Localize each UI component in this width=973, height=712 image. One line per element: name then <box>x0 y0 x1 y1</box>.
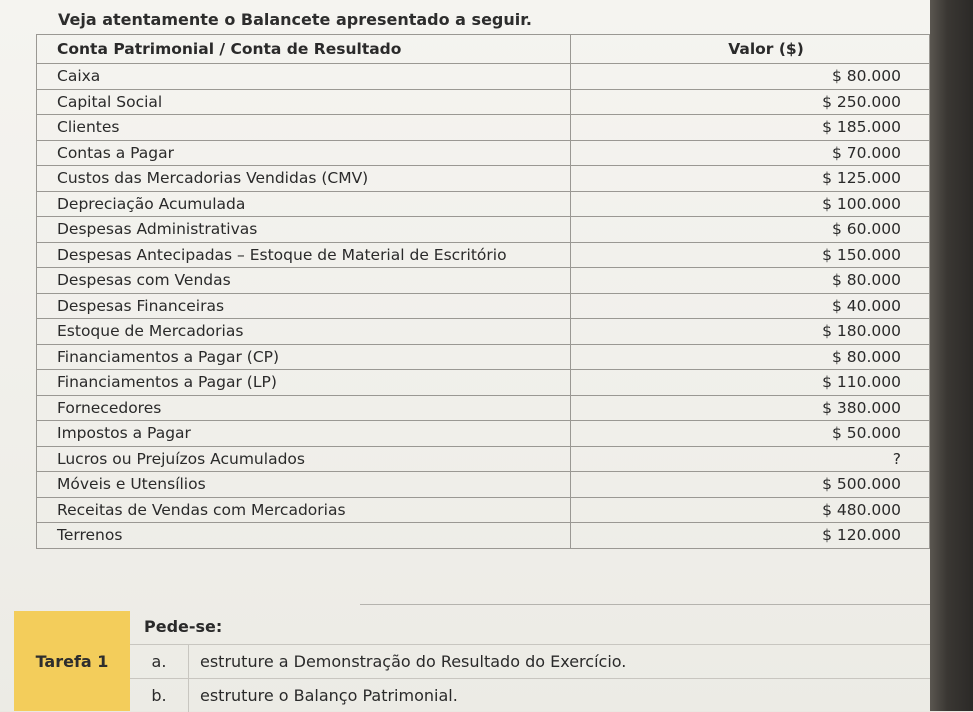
value-cell: $ 185.000 <box>571 115 930 141</box>
table-row <box>37 242 930 268</box>
value-column-header: Valor ($) <box>571 35 930 64</box>
value-cell: $ 80.000 <box>571 268 930 294</box>
value-cell: $ 70.000 <box>571 140 930 166</box>
account-column-header: Conta Patrimonial / Conta de Resultado <box>37 35 571 64</box>
table-row <box>37 446 930 472</box>
account-cell: Despesas Financeiras <box>37 293 571 319</box>
value-cell: $ 80.000 <box>571 344 930 370</box>
table-row <box>37 523 930 549</box>
account-cell: Depreciação Acumulada <box>37 191 571 217</box>
value-cell: $ 120.000 <box>571 523 930 549</box>
value-cell: $ 40.000 <box>571 293 930 319</box>
table-row <box>37 115 930 141</box>
value-cell: $ 150.000 <box>571 242 930 268</box>
value-cell: $ 60.000 <box>571 217 930 243</box>
task-label: Tarefa 1 <box>14 611 130 711</box>
account-cell: Despesas com Vendas <box>37 268 571 294</box>
page-edge-shadow <box>930 0 973 711</box>
task-item <box>130 644 930 678</box>
value-cell: $ 480.000 <box>571 497 930 523</box>
account-cell: Lucros ou Prejuízos Acumulados <box>37 446 571 472</box>
task-item-text: estruture a Demonstração do Resultado do Exercício. <box>200 652 627 671</box>
account-cell: Custos das Mercadorias Vendidas (CMV) <box>37 166 571 192</box>
table-row <box>37 370 930 396</box>
value-cell: $ 250.000 <box>571 89 930 115</box>
account-cell: Estoque de Mercadorias <box>37 319 571 345</box>
table-row <box>37 191 930 217</box>
value-cell: $ 100.000 <box>571 191 930 217</box>
value-cell: $ 380.000 <box>571 395 930 421</box>
task-item-text: estruture o Balanço Patrimonial. <box>200 686 458 705</box>
account-cell: Impostos a Pagar <box>37 421 571 447</box>
account-cell: Fornecedores <box>37 395 571 421</box>
account-cell: Despesas Antecipadas – Estoque de Material de Escritório <box>37 242 571 268</box>
intro-text: Veja atentamente o Balancete apresentado a seguir. <box>58 10 532 29</box>
account-cell: Capital Social <box>37 89 571 115</box>
task-item-letter: b. <box>130 679 189 712</box>
value-cell: $ 180.000 <box>571 319 930 345</box>
table-row <box>37 344 930 370</box>
value-cell: $ 500.000 <box>571 472 930 498</box>
account-cell: Contas a Pagar <box>37 140 571 166</box>
account-cell: Financiamentos a Pagar (LP) <box>37 370 571 396</box>
table-row <box>37 217 930 243</box>
task-item <box>130 678 930 712</box>
table-row <box>37 421 930 447</box>
value-cell: $ 125.000 <box>571 166 930 192</box>
table-row <box>37 497 930 523</box>
table-row <box>37 395 930 421</box>
value-cell: $ 50.000 <box>571 421 930 447</box>
task-item-letter: a. <box>130 645 189 678</box>
table-row <box>37 472 930 498</box>
account-cell: Financiamentos a Pagar (CP) <box>37 344 571 370</box>
value-cell: $ 110.000 <box>571 370 930 396</box>
table-row <box>37 64 930 90</box>
account-cell: Receitas de Vendas com Mercadorias <box>37 497 571 523</box>
value-cell: $ 80.000 <box>571 64 930 90</box>
account-cell: Clientes <box>37 115 571 141</box>
table-row <box>37 140 930 166</box>
task-heading: Pede-se: <box>144 617 223 636</box>
account-cell: Caixa <box>37 64 571 90</box>
table-row <box>37 268 930 294</box>
table-row <box>37 293 930 319</box>
table-header-row <box>37 35 930 64</box>
balancete-table <box>36 34 930 549</box>
table-row <box>37 89 930 115</box>
account-cell: Despesas Administrativas <box>37 217 571 243</box>
account-cell: Móveis e Utensílios <box>37 472 571 498</box>
value-cell: ? <box>571 446 930 472</box>
task-section <box>0 611 930 711</box>
section-divider <box>360 604 930 605</box>
account-cell: Terrenos <box>37 523 571 549</box>
table-row <box>37 319 930 345</box>
table-row <box>37 166 930 192</box>
